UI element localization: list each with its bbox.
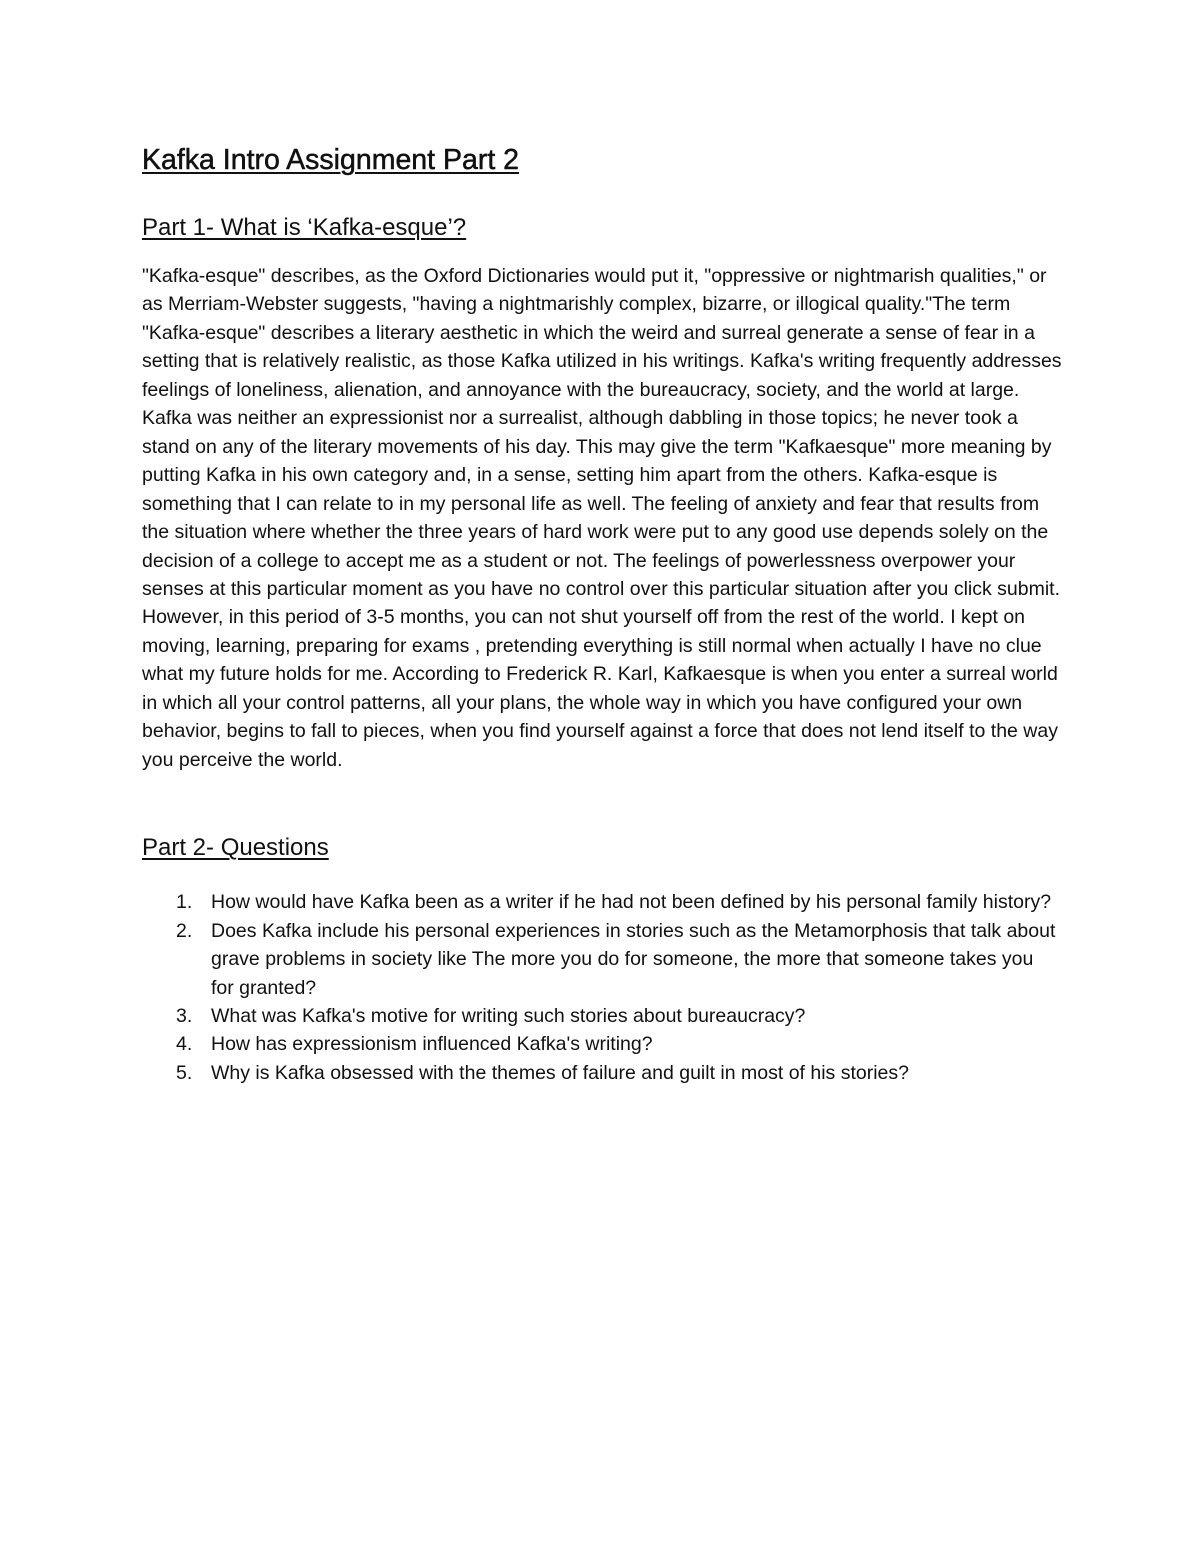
question-text: What was Kafka's motive for writing such stories about bureaucracy?	[211, 1004, 806, 1027]
question-number: 4.	[176, 1033, 193, 1056]
document-title: Kafka Intro Assignment Part 2	[142, 144, 520, 176]
question-number: 5.	[176, 1061, 193, 1084]
question-item	[142, 1059, 1061, 1087]
question-item	[142, 1002, 1061, 1030]
question-text: Why is Kafka obsessed with the themes of failure and guilt in most of his stories?	[211, 1061, 910, 1084]
part1-paragraph: "Kafka-esque" describes, as the Oxford Dictionaries would put it, "oppressive or nightmarish qualities," or as Merriam-Webster suggests, "having a nightmarishly complex, bizarre, or illogical quality."The term "Kafka-esque" describes a literary aesthetic in which the weird and surreal generate a sense of fear in a setting that is relatively realistic, as those Kafka utilized in his writings. Kafka's writing frequently addresses feelings of loneliness, alienation, and annoyance with the bureaucracy, society, and the world at large. Kafka was neither an expressionist nor a surrealist, although dabbling in those topics; he never took a stand on any of the literary movements of his day. This may give the term "Kafkaesque" more meaning by putting Kafka in his own category and, in a sense, setting him apart from the others. Kafka-esque is something that I can relate to in my personal life as well. The feeling of anxiety and fear that results from the situation where whether the three years of hard work were put to any good use depends solely on the decision of a college to accept me as a student or not. The feelings of powerlessness overpower your senses at this particular moment as you have no control over this particular situation after you click submit. However, in this period of 3-5 months, you can not shut yourself off from the rest of the world. I kept on moving, learning, preparing for exams , pretending everything is still normal when actually I have no clue what my future holds for me. According to Frederick R. Karl, Kafkaesque is when you enter a surreal world in which all your control patterns, all your plans, the whole way in which you have configured your own behavior, begins to fall to pieces, when you find yourself against a force that does not lend itself to the way you perceive the world.	[142, 265, 1062, 771]
question-text: How would have Kafka been as a writer if he had not been defined by his personal family history?	[211, 891, 1052, 914]
question-number: 3.	[176, 1004, 193, 1027]
question-item	[142, 917, 1061, 1002]
question-item	[142, 1030, 1061, 1058]
question-list	[142, 888, 1062, 1087]
part2-heading: Part 2- Questions	[142, 834, 329, 862]
question-number: 1.	[176, 891, 193, 914]
document-content	[142, 138, 1062, 1087]
question-text: How has expressionism influenced Kafka's writing?	[211, 1033, 653, 1056]
question-text: Does Kafka include his personal experiences in stories such as the Metamorphosis that talk about grave problems in society like The more you do for someone, the more that someone takes you for granted?	[211, 919, 1056, 999]
question-number: 2.	[176, 919, 193, 942]
part1-heading: Part 1- What is ‘Kafka-esque’?	[142, 214, 467, 241]
question-item	[142, 888, 1061, 916]
